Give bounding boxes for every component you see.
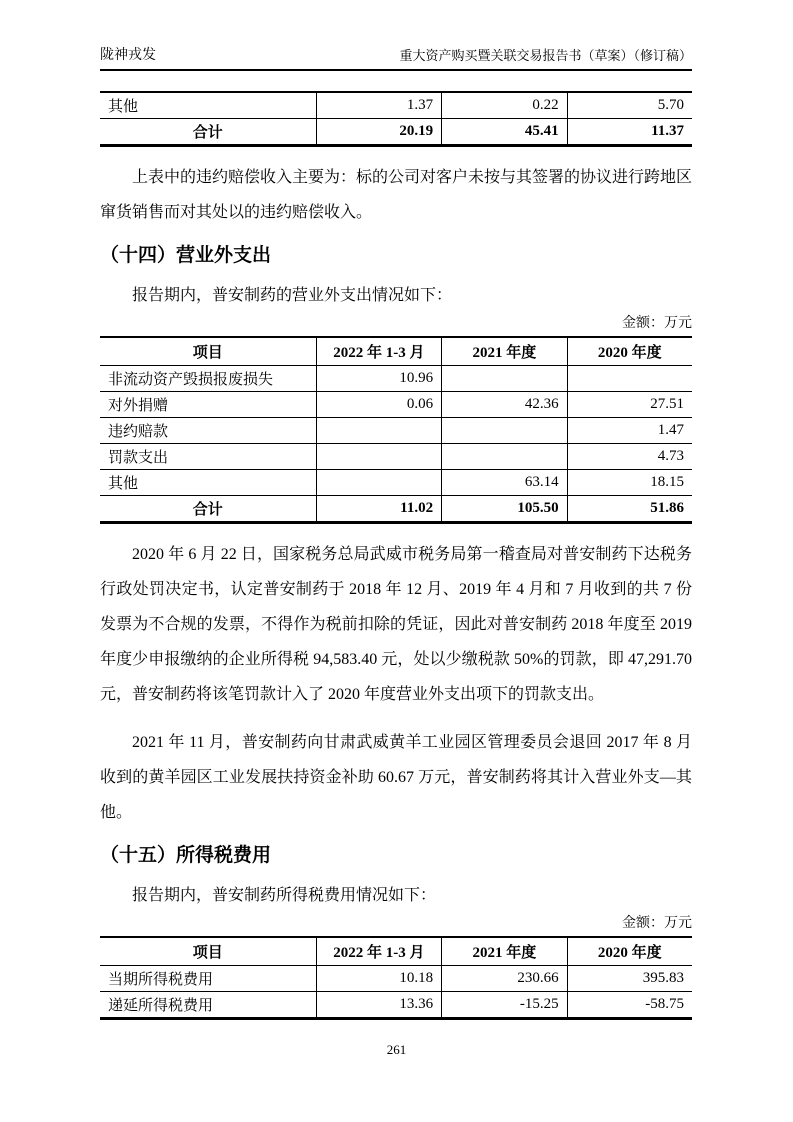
table-row — [100, 119, 692, 146]
value-cell — [442, 444, 568, 470]
table-row — [100, 444, 692, 470]
row-label-cell: 罚款支出 — [100, 444, 316, 470]
row-label-cell: 其他 — [100, 470, 316, 496]
row-label-cell: 非流动资产毁损报废损失 — [100, 366, 316, 392]
table-row — [100, 366, 692, 392]
column-header: 2022 年 1-3 月 — [316, 937, 442, 966]
row-label-cell: 当期所得税费用 — [100, 966, 316, 992]
table-row — [100, 392, 692, 418]
value-cell: 45.41 — [442, 119, 568, 146]
value-cell: 13.36 — [316, 992, 442, 1019]
table-header-row — [100, 337, 692, 366]
row-label-cell: 对外捐赠 — [100, 392, 316, 418]
value-cell: 27.51 — [567, 392, 692, 418]
section-15-heading: （十五）所得税费用 — [100, 845, 272, 866]
value-cell — [442, 366, 568, 392]
value-cell: 4.73 — [567, 444, 692, 470]
header-company-name: 陇神戎发 — [100, 48, 156, 63]
row-label-cell: 违约赔款 — [100, 418, 316, 444]
section-14-heading: （十四）营业外支出 — [100, 245, 272, 266]
table-row — [100, 966, 692, 992]
column-header: 项目 — [100, 937, 316, 966]
column-header: 2020 年度 — [567, 937, 692, 966]
section-14-unit-label: 金额：万元 — [622, 316, 692, 331]
column-header: 项目 — [100, 337, 316, 366]
value-cell: 20.19 — [316, 119, 442, 146]
table-row — [100, 496, 692, 523]
table-row — [100, 992, 692, 1019]
row-label-cell: 其他 — [100, 92, 316, 119]
value-cell: 1.47 — [567, 418, 692, 444]
value-cell: 11.37 — [567, 119, 692, 146]
row-label-cell: 合计 — [192, 125, 223, 141]
value-cell: 63.14 — [442, 470, 568, 496]
value-cell — [567, 366, 692, 392]
table-row — [100, 470, 692, 496]
column-header: 2021 年度 — [442, 937, 568, 966]
page-number: 261 — [386, 1042, 407, 1057]
section-14-intro: 报告期内，普安制药的营业外支出情况如下： — [132, 287, 453, 304]
row-label-cell: 递延所得税费用 — [108, 998, 214, 1014]
table-header-row — [100, 937, 692, 966]
value-cell: 18.15 — [567, 470, 692, 496]
value-cell: 10.18 — [316, 966, 442, 992]
value-cell — [316, 444, 442, 470]
header-report-title: 重大资产购买暨关联交易报告书（草案）（修订稿） — [399, 48, 692, 63]
income-tax-table — [100, 936, 692, 1020]
table-row — [100, 418, 692, 444]
section-15-intro: 报告期内，普安制药所得税费用情况如下： — [132, 887, 437, 904]
value-cell: 1.37 — [316, 92, 442, 119]
value-cell: 0.06 — [316, 392, 442, 418]
column-header: 2020 年度 — [567, 337, 692, 366]
column-header: 2021 年度 — [442, 337, 568, 366]
paragraph-subsidy-return: 2021 年 11 月，普安制药向甘肃武威黄羊工业园区管理委员会退回 2017 年 8 月收到的黄羊园区工业发展扶持资金补助 60.67 万元，普安制药将其计入营业外支—其他。 — [100, 734, 692, 821]
value-cell: 105.50 — [442, 496, 568, 523]
value-cell: -15.25 — [442, 992, 568, 1019]
value-cell — [316, 418, 442, 444]
value-cell — [316, 470, 442, 496]
table-row — [100, 92, 692, 119]
running-header — [100, 44, 692, 71]
value-cell: 42.36 — [442, 392, 568, 418]
value-cell — [442, 418, 568, 444]
column-header: 2022 年 1-3 月 — [316, 337, 442, 366]
row-label-cell: 合计 — [192, 502, 223, 518]
value-cell: 10.96 — [316, 366, 442, 392]
value-cell: 51.86 — [567, 496, 692, 523]
continued-summary-table — [100, 91, 692, 147]
non-operating-expenses-table — [100, 336, 692, 524]
value-cell: 0.22 — [442, 92, 568, 119]
value-cell: -58.75 — [567, 992, 692, 1019]
value-cell: 5.70 — [567, 92, 692, 119]
paragraph-breach-income: 上表中的违约赔偿收入主要为：标的公司对客户未按与其签署的协议进行跨地区窜货销售而对其处以的违约赔偿收入。 — [100, 169, 693, 221]
value-cell: 395.83 — [567, 966, 692, 992]
value-cell: 230.66 — [442, 966, 568, 992]
value-cell: 11.02 — [316, 496, 442, 523]
section-15-unit-label: 金额：万元 — [622, 916, 692, 931]
paragraph-tax-penalty: 2020 年 6 月 22 日，国家税务总局武威市税务局第一稽查局对普安制药下达税务行政处罚决定书，认定普安制药于 2018 年 12 月、2019 年 4 月和 7 月收到的共 7 份发票为不合规的发票，不得作为税前扣除的凭证，因此对普安制药 2018 年度至 2019 年度少申报缴纳的企业所得税 94,583.40 元，处以少缴税款 50%的罚款，即 47,291.70 元，普安制药将该笔罚款计入了 2020 年度营业外支出项下的罚款支出。 — [100, 546, 692, 703]
